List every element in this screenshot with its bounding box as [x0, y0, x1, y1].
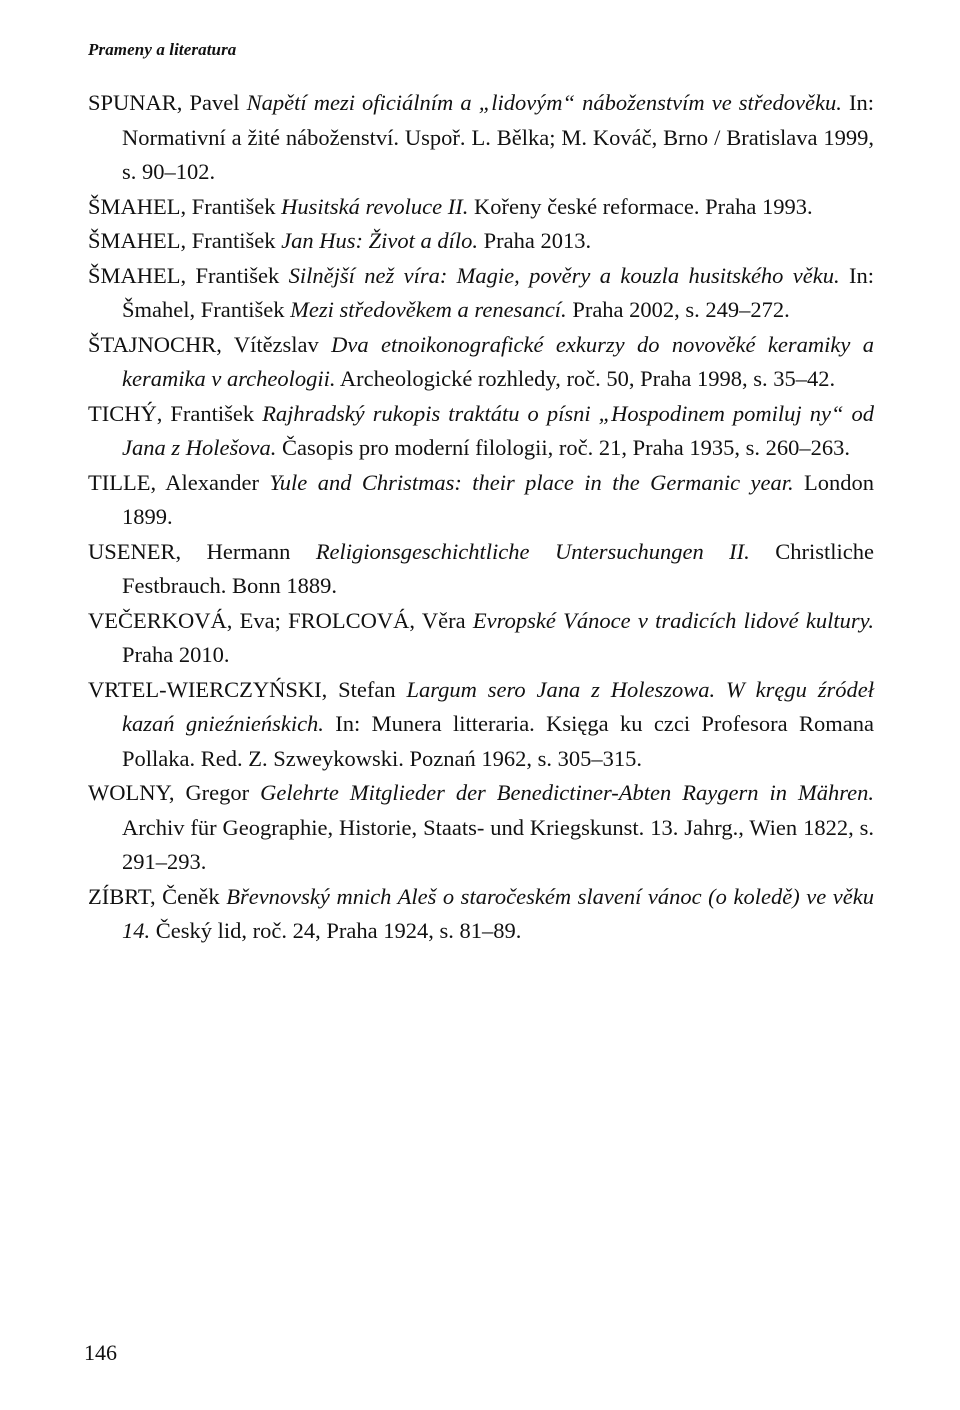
- entry-title: Gelehrte Mitglieder der Benedictiner-Abten Raygern in Mähren.: [260, 780, 874, 805]
- entry-title: Largum sero Jana z Holeszowa. W kręgu źródeł kazań gnieźnieńskich.: [122, 676, 875, 736]
- entry-text: Časopis pro moderní filologii, roč. 21, Praha 1935, s. 260–263.: [276, 435, 851, 460]
- entry-title: Husitská revoluce II.: [281, 193, 469, 219]
- entry-text: ZÍBRT, Čeněk: [88, 883, 227, 909]
- entry-text: Praha 2002, s. 249–272.: [566, 297, 790, 322]
- entry-text: ŠMAHEL, František: [88, 228, 282, 253]
- entry-text: Archeologické rozhledy, roč. 50, Praha 1998, s. 35–42.: [335, 366, 836, 391]
- entry-text: Kořeny české reformace. Praha 1993.: [468, 193, 813, 219]
- entry-text: ŠMAHEL, František: [88, 193, 282, 219]
- bibliography-entry: [88, 328, 874, 397]
- entry-title: Rajhradský rukopis traktátu o písni „Hospodinem pomiluj ny“ od Jana z Holešova.: [122, 400, 874, 460]
- entry-text: In: Normativní a žité náboženství. Uspoř. L. Bělka; M. Kováč, Brno / Bratislava 1999, s. 90–102.: [122, 90, 874, 184]
- entry-text: Praha 2010.: [122, 642, 230, 667]
- bibliography-entry: [88, 397, 874, 466]
- entry-text: In: Munera litteraria. Księga ku czci Profesora Romana Pollaka. Red. Z. Szweykowski. Poznań 1962, s. 305–315.: [122, 711, 874, 771]
- entry-title: Mezi středověkem a renesancí.: [290, 297, 567, 322]
- entry-text: Praha 2013.: [478, 228, 592, 253]
- entry-text: TICHÝ, František: [88, 400, 263, 426]
- bibliography-entry: [88, 224, 874, 259]
- bibliography-entry: [88, 466, 874, 535]
- bibliography-entry: [88, 776, 874, 880]
- entry-text: TILLE, Alexander: [88, 469, 270, 495]
- entry-title: Religionsgeschichtliche Untersuchungen II.: [315, 538, 750, 564]
- bibliography-entry: [88, 535, 874, 604]
- entry-text: ŠMAHEL, František: [88, 262, 289, 288]
- entry-title: Dva etnoikonografické exkurzy do novověké keramiky a keramika v archeologii.: [122, 331, 874, 391]
- entry-text: ŠTAJNOCHR, Vítězslav: [88, 331, 332, 357]
- entry-text: WOLNY, Gregor: [88, 780, 261, 805]
- entry-title: Yule and Christmas: their place in the Germanic year.: [269, 469, 794, 495]
- entry-text: VRTEL-WIERCZYŃSKI, Stefan: [88, 676, 407, 702]
- bibliography-entry: [88, 880, 874, 949]
- entry-text: USENER, Hermann: [88, 538, 316, 564]
- bibliography-entry: [88, 190, 874, 225]
- bibliography-entry: [88, 86, 874, 190]
- entry-text: VEČERKOVÁ, Eva; FROLCOVÁ, Věra: [88, 607, 473, 633]
- entry-text: In: Šmahel, František: [122, 262, 874, 322]
- running-head: Prameny a literatura: [88, 40, 237, 59]
- entry-title: Napětí mezi oficiálním a „lidovým“ náboženstvím ve středověku.: [246, 90, 842, 115]
- entry-title: Břevnovský mnich Aleš o staročeském slavení vánoc (o koledě) ve věku 14.: [122, 883, 874, 943]
- entry-title: Jan Hus: Život a dílo.: [281, 228, 478, 253]
- bibliography-entry: [88, 259, 874, 328]
- bibliography-list: [88, 86, 874, 949]
- entry-title: Evropské Vánoce v tradicích lidové kultury.: [472, 607, 874, 633]
- entry-text: SPUNAR, Pavel: [88, 90, 247, 115]
- entry-text: London 1899.: [122, 469, 874, 529]
- entry-text: Christliche Festbrauch. Bonn 1889.: [122, 538, 874, 598]
- bibliography-entry: [88, 673, 874, 777]
- entry-text: Archiv für Geographie, Historie, Staats- und Kriegskunst. 13. Jahrg., Wien 1822, s. 291–293.: [122, 814, 874, 874]
- bibliography-entry: [88, 604, 874, 673]
- entry-text: Český lid, roč. 24, Praha 1924, s. 81–89.: [150, 918, 522, 943]
- page-number: 146: [84, 1340, 117, 1365]
- entry-title: Silnější než víra: Magie, pověry a kouzla husitského věku.: [288, 262, 840, 288]
